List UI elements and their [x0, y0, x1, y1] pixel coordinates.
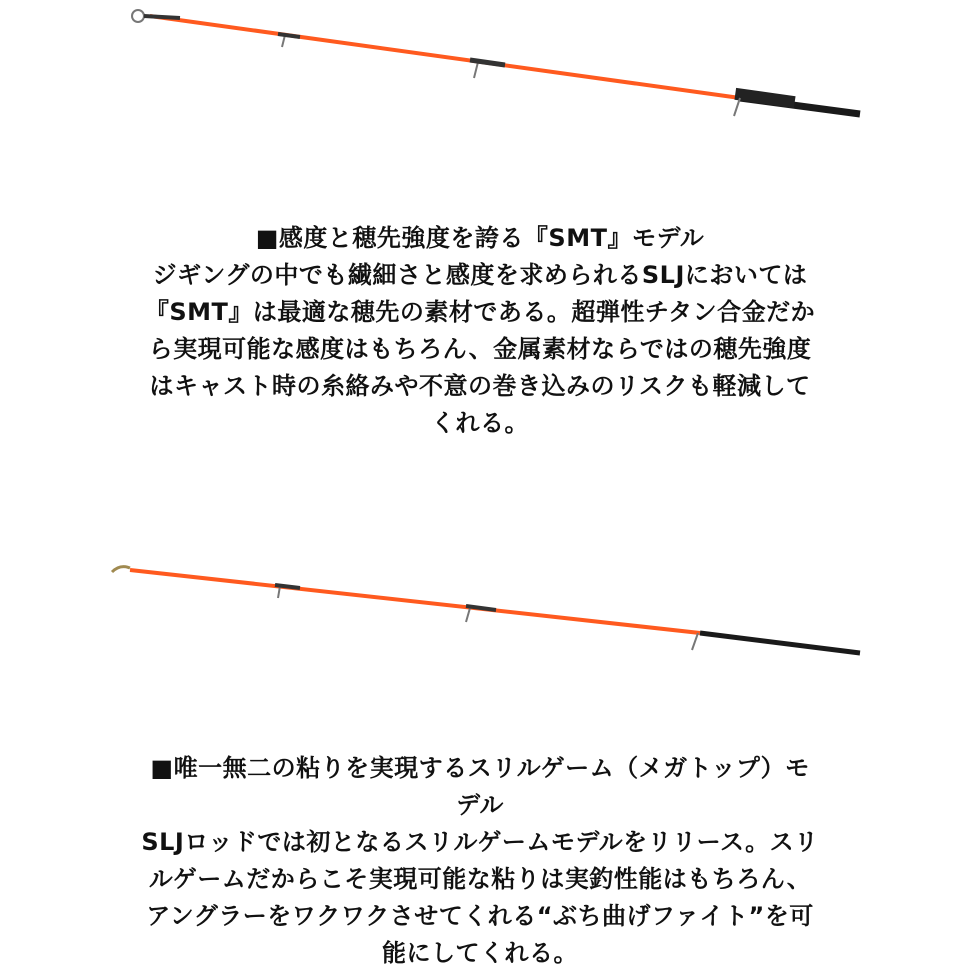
- section-smt: [140, 220, 820, 442]
- section-thrill-game: [140, 750, 820, 972]
- guide-tip: [112, 567, 130, 572]
- guide-1: [275, 585, 300, 598]
- section-body: SLJロッドでは初となるスリルゲームモデルをリリース。スリルゲームだからこそ実現可能な粘りは実釣性能はもちろん、アングラーをワクワクさせてくれる“ぶち曲げファイト”を可能にしてくれる。: [141, 828, 819, 967]
- rod-butt: [700, 633, 860, 653]
- rod-grip: [734, 88, 795, 108]
- rod-thrill-game-tip-image: [0, 540, 960, 670]
- guide-3: [734, 98, 740, 116]
- rod-smt-tip-image: [0, 0, 960, 140]
- section-heading: ■感度と穂先強度を誇る『SMT』モデル: [255, 224, 705, 252]
- rod-blank: [150, 16, 740, 98]
- guide-1: [278, 34, 300, 47]
- section-body: ジギングの中でも繊細さと感度を求められるSLJにおいては『SMT』は最適な穂先の素材である。超弾性チタン合金だから実現可能な感度はもちろん、金属素材ならではの穂先強度はキャスト時の糸絡みや不意の巻き込みのリスクも軽減してくれる。: [144, 261, 816, 437]
- guide-2: [470, 60, 505, 78]
- section-heading: ■唯一無二の粘りを実現するスリルゲーム（メガトップ）モデル: [150, 754, 810, 819]
- rod-blank: [130, 570, 700, 633]
- guide-3: [692, 633, 698, 650]
- guide-2: [466, 606, 496, 622]
